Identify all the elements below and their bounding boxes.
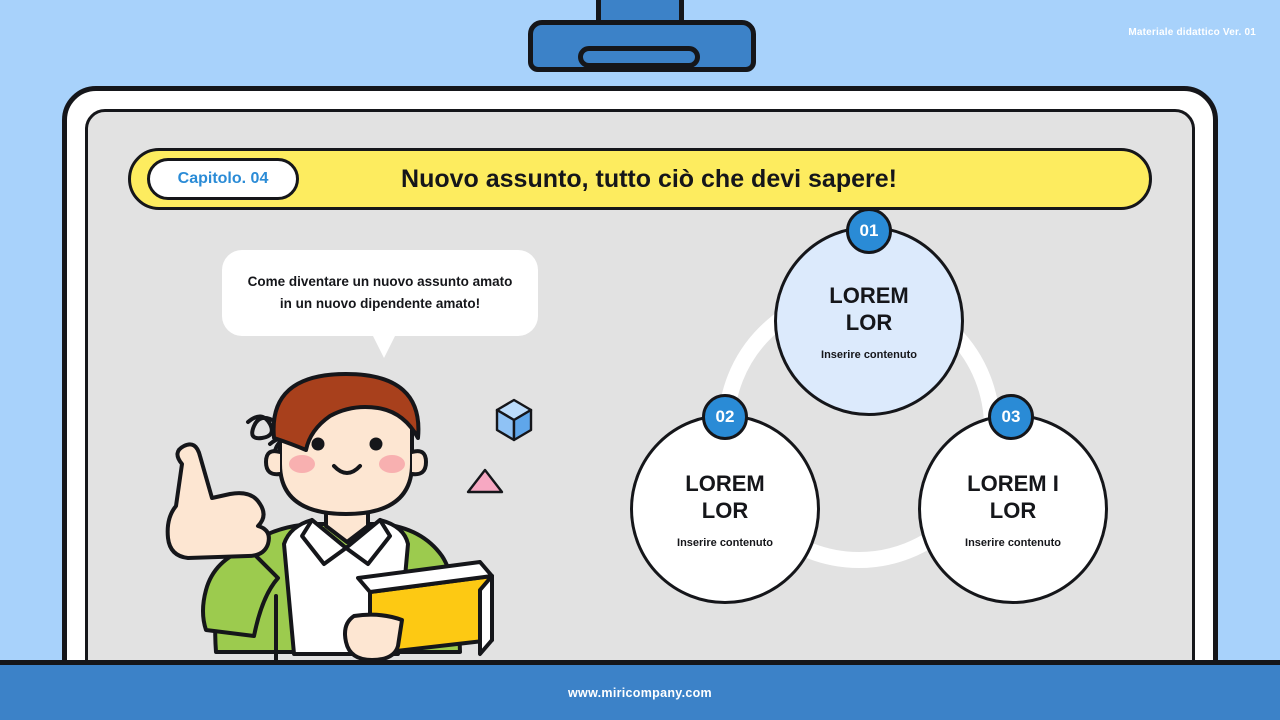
stand-notch bbox=[578, 46, 700, 68]
footer-url[interactable]: www.miricompany.com bbox=[568, 685, 712, 700]
title-bar bbox=[128, 148, 1152, 210]
footer-bar bbox=[0, 660, 1280, 720]
diagram-circle-02-subtitle: Inserire contenuto bbox=[677, 536, 773, 549]
diagram-circle-03-title: LOREM I LOR bbox=[967, 470, 1059, 523]
diagram-circle-01[interactable] bbox=[774, 226, 964, 416]
speech-bubble-tail bbox=[372, 334, 396, 358]
diagram-circle-01-subtitle: Inserire contenuto bbox=[821, 348, 917, 361]
process-diagram bbox=[620, 221, 1090, 646]
chapter-badge: Capitolo. 04 bbox=[147, 158, 299, 200]
diagram-badge-03: 03 bbox=[988, 394, 1034, 440]
diagram-circle-02[interactable] bbox=[630, 414, 820, 604]
diagram-badge-02: 02 bbox=[702, 394, 748, 440]
character-illustration bbox=[140, 360, 600, 664]
diagram-circle-03[interactable] bbox=[918, 414, 1108, 604]
diagram-circle-02-title: LOREM LOR bbox=[685, 470, 765, 523]
diagram-badge-01: 01 bbox=[846, 208, 892, 254]
speech-bubble-line-2: in un nuovo dipendente amato! bbox=[279, 296, 481, 311]
speech-bubble bbox=[222, 250, 538, 336]
diagram-circle-03-subtitle: Inserire contenuto bbox=[965, 536, 1061, 549]
speech-bubble-line-1: Come diventare un nuovo assunto amato bbox=[247, 274, 513, 290]
page-title: Nuovo assunto, tutto ciò che devi sapere! bbox=[401, 164, 897, 193]
version-note: Materiale didattico Ver. 01 bbox=[1128, 27, 1256, 38]
diagram-circle-01-title: LOREM LOR bbox=[829, 282, 909, 335]
